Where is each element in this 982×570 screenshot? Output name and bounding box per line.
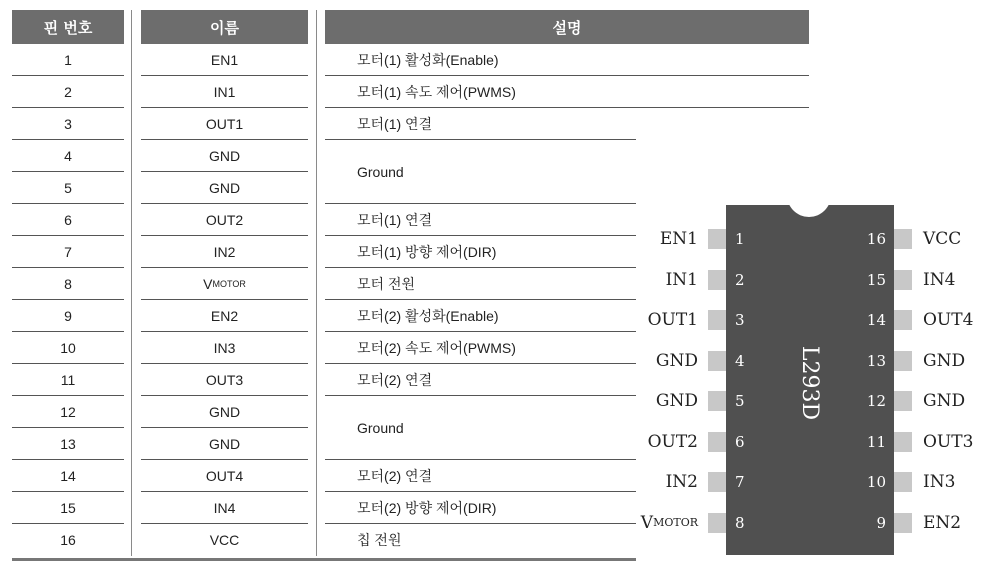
pin-number-left: 8 (735, 513, 745, 532)
pin-number-right: 15 (866, 270, 886, 289)
table-cell-name: IN1 (213, 84, 236, 100)
pin-name-right (923, 268, 981, 292)
pin-lead-left (708, 229, 726, 249)
table-cell-name: IN4 (213, 500, 236, 516)
table-cell-name-sub: MOTOR (212, 279, 246, 289)
pin-lead-right (894, 270, 912, 290)
table-cell-pin: 6 (64, 212, 72, 228)
pin-lead-left (708, 391, 726, 411)
pin-lead-right (894, 391, 912, 411)
pin-name-main: IN2 (665, 472, 698, 492)
table-cell-pin: 8 (64, 276, 72, 292)
table-cell-description: 모터(2) 속도 제어(PWMS) (357, 340, 516, 356)
pin-lead-right (894, 472, 912, 492)
pin-name-main: OUT3 (923, 431, 974, 452)
table-cell-description: Ground (357, 420, 404, 436)
pin-number-left: 2 (735, 270, 745, 289)
pin-name-main: OUT2 (647, 431, 698, 452)
pin-name-right (923, 389, 981, 413)
pin-number-right: 10 (866, 473, 886, 491)
pin-number-left: 6 (735, 432, 745, 451)
table-cell-pin: 13 (60, 436, 76, 452)
pin-lead-left (708, 472, 726, 492)
table-cell-pin: 4 (64, 148, 72, 164)
table-cell-name: OUT1 (205, 116, 244, 132)
table-cell-pin: 11 (60, 372, 76, 388)
header-description: 설명 (325, 10, 809, 44)
pin-name-right (923, 430, 981, 454)
pin-name-main: V (640, 512, 654, 533)
pin-name-left (600, 349, 698, 373)
pin-lead-left (708, 513, 726, 533)
pin-number-right: 16 (866, 230, 886, 248)
table-cell-description: 모터(1) 활성화(Enable) (357, 52, 499, 68)
pin-name-right (923, 349, 981, 373)
table-cell-name: OUT3 (205, 372, 244, 388)
table-cell-description: 모터(2) 연결 (357, 372, 433, 388)
table-cell-name: OUT2 (205, 212, 244, 228)
table-cell-name (141, 268, 308, 300)
pin-lead-left (708, 351, 726, 371)
table-cell-description: 모터 전원 (357, 276, 415, 292)
pin-number-left: 4 (735, 351, 745, 370)
pin-name-right (923, 470, 981, 494)
table-cell-name: VCC (209, 532, 240, 548)
pin-name-main: OUT1 (647, 310, 698, 330)
table-cell-name: IN2 (213, 244, 236, 260)
pin-lead-left (708, 432, 726, 452)
pin-name-left (600, 511, 698, 535)
pin-name-main: GND (923, 391, 966, 411)
column-separator (316, 10, 317, 556)
table-cell-pin: 9 (64, 308, 72, 324)
table-cell-description: 모터(2) 방향 제어(DIR) (357, 500, 497, 516)
table-cell-description: 모터(2) 활성화(Enable) (357, 308, 499, 324)
table-cell-pin: 14 (60, 468, 76, 484)
table-cell-name: GND (208, 404, 241, 420)
column-separator (131, 10, 132, 556)
table-cell-description: 모터(1) 연결 (357, 212, 433, 228)
pin-name-right (923, 511, 981, 535)
pin-number-right: 13 (866, 351, 886, 370)
table-cell-description: Ground (357, 164, 404, 180)
header-pin-number: 핀 번호 (12, 10, 124, 44)
pin-number-right: 14 (866, 311, 886, 329)
pin-number-right: 11 (866, 432, 886, 451)
pin-name-left (600, 268, 698, 292)
pin-number-left: 3 (735, 311, 745, 329)
table-cell-description: 모터(1) 방향 제어(DIR) (357, 244, 497, 260)
pin-name-main: IN1 (665, 269, 698, 290)
pin-lead-right (894, 351, 912, 371)
pin-name-left (600, 308, 698, 332)
pin-lead-right (894, 229, 912, 249)
pin-number-left: 7 (735, 473, 745, 491)
pin-name-main: OUT4 (923, 310, 974, 330)
header-name: 이름 (141, 10, 308, 44)
pin-name-left (600, 389, 698, 413)
table-bottom-rule (12, 558, 636, 561)
table-cell-name: GND (208, 148, 241, 164)
table-cell-description: 모터(1) 연결 (357, 116, 433, 132)
pin-lead-right (894, 432, 912, 452)
table-cell-description: 모터(1) 속도 제어(PWMS) (357, 84, 516, 100)
pin-number-right: 12 (866, 392, 886, 410)
pin-lead-right (894, 513, 912, 533)
table-cell-description: 칩 전원 (357, 532, 402, 548)
pin-name-main: GND (655, 391, 698, 411)
table-cell-name-main: V (203, 276, 213, 292)
table-cell-name: GND (208, 436, 241, 452)
pin-name-main: GND (923, 350, 966, 371)
pin-name-left (600, 430, 698, 454)
table-cell-name: EN2 (210, 308, 239, 324)
pin-number-right: 9 (876, 513, 886, 532)
chip-label: L293D (797, 345, 823, 421)
table-cell-pin: 15 (60, 500, 76, 516)
table-cell-pin: 5 (64, 180, 72, 196)
pin-name-right (923, 227, 981, 251)
table-cell-pin: 3 (64, 116, 72, 132)
table-cell-name: GND (208, 180, 241, 196)
table-cell-pin: 7 (64, 244, 72, 260)
pin-number-left: 5 (735, 392, 745, 410)
table-cell-name: IN3 (213, 340, 236, 356)
pin-name-main: VCC (923, 229, 962, 249)
pin-lead-left (708, 270, 726, 290)
table-cell-name: OUT4 (205, 468, 244, 484)
pin-name-left (600, 227, 698, 251)
pin-name-main: EN1 (659, 229, 698, 249)
pin-lead-right (894, 310, 912, 330)
pin-name-main: GND (655, 350, 698, 371)
pin-name-main: EN2 (923, 512, 962, 533)
pin-name-right (923, 308, 981, 332)
table-cell-name: EN1 (210, 52, 239, 68)
pin-name-main: IN3 (923, 472, 956, 492)
pin-name-sub: MOTOR (653, 516, 698, 529)
pin-name-left (600, 470, 698, 494)
pin-lead-left (708, 310, 726, 330)
table-cell-pin: 1 (64, 52, 72, 68)
table-cell-pin: 10 (60, 340, 76, 356)
table-cell-pin: 2 (64, 84, 72, 100)
pin-name-main: IN4 (923, 269, 956, 290)
table-cell-description: 모터(2) 연결 (357, 468, 433, 484)
table-cell-pin: 16 (60, 532, 76, 548)
table-cell-pin: 12 (60, 404, 76, 420)
pin-number-left: 1 (735, 230, 745, 248)
